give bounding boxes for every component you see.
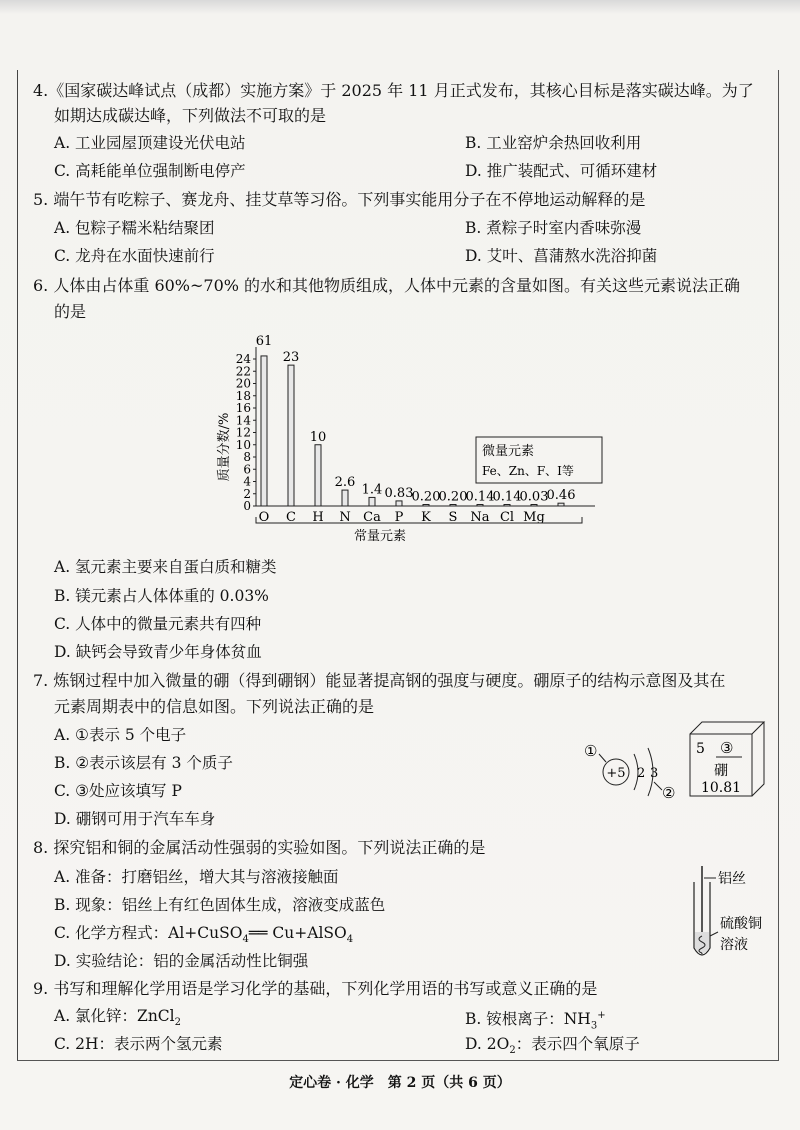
q6-option-c: C. 人体中的微量元素共有四种 — [54, 615, 262, 633]
chart-y-tick-label: 16 — [235, 401, 251, 415]
chart-y-tick-label: 4 — [243, 474, 251, 489]
chart-x-label: Na — [470, 510, 490, 525]
q9-b-sub: 3 — [590, 1020, 598, 1032]
q4-option-c: C. 高耗能单位强制断电停产 — [54, 162, 246, 180]
chart-x-label: K — [421, 510, 431, 525]
chart-value-label: 0.20 — [438, 489, 468, 505]
q8-option-a: A. 准备：打磨铝丝，增大其与溶液接触面 — [54, 868, 339, 886]
q6-stem-line2: 的是 — [54, 302, 87, 321]
q9-option-d — [465, 1033, 640, 1062]
chart-value-label: 0.14 — [465, 489, 495, 505]
solution-leader — [710, 932, 718, 936]
chart-x-label: P — [394, 510, 404, 525]
label-solution-2: 溶液 — [720, 937, 748, 953]
q6-option-a: A. 氢元素主要来自蛋白质和糖类 — [54, 558, 277, 576]
chart-y-tick-label: 10 — [235, 437, 251, 452]
q9-d-prefix: D. 2O — [465, 1035, 510, 1053]
chart-bar — [477, 505, 483, 507]
cell-symbol-mark: ③ — [720, 739, 734, 757]
q7-option-b: B. ②表示该层有 3 个质子 — [54, 754, 233, 772]
q7-stem-line2: 元素周期表中的信息如图。下列说法正确的是 — [54, 697, 375, 716]
chart-x-label: Mg — [523, 510, 545, 525]
chart-y-tick-label: 6 — [243, 462, 251, 477]
q4-stem-line2: 如期达成碳达峰，下列做法不可取的是 — [54, 106, 327, 125]
chart-y-tick-label: 14 — [235, 413, 251, 428]
chart-group-label: 常量元素 — [353, 529, 407, 544]
left-border — [17, 70, 18, 1060]
chart-bar — [450, 505, 456, 507]
chart-bar — [369, 497, 375, 506]
q9-d-suffix: ：表示四个氧原子 — [515, 1035, 640, 1053]
chart-bar — [558, 503, 564, 506]
chart-y-tick-label: 24 — [235, 352, 251, 366]
q7-option-a: A. ①表示 5 个电子 — [54, 726, 187, 744]
q5-option-b: B. 煮粽子时室内香味弥漫 — [465, 219, 642, 237]
q4-option-d: D. 推广装配式、可循环建材 — [465, 162, 658, 180]
test-tube-diagram — [680, 862, 785, 972]
chart-value-label: 0.03 — [519, 489, 549, 505]
chart-y-tick-label: 12 — [235, 425, 251, 440]
chart-x-label: N — [339, 510, 351, 525]
chart-ylabel: 质量分数/% — [217, 412, 232, 482]
chart-value-label: 1.4 — [361, 482, 383, 498]
q4-option-b: B. 工业窑炉余热回收利用 — [465, 134, 642, 152]
cell-atomic-mass: 10.81 — [700, 780, 742, 796]
q5-option-d: D. 艾叶、菖蒲熬水洗浴抑菌 — [465, 247, 658, 265]
q6-stem-line1: 6. 人体由占体重 60%~70% 的水和其他物质组成，人体中元素的含量如图。有关这些元素说法正确 — [33, 276, 741, 295]
chart-bar — [531, 505, 537, 507]
chart-y-tick-label: 18 — [235, 388, 251, 403]
q4-stem-line1: 4.《国家碳达峰试点（成都）实施方案》于 2025 年 11 月正式发布，其核心目标是落实碳达峰。为了 — [33, 81, 754, 100]
q9-a-sub: 2 — [174, 1017, 181, 1029]
chart-bar — [315, 445, 321, 506]
atom-shell-2-electrons: 3 — [650, 766, 659, 781]
periodic-table-cell — [684, 718, 770, 802]
cell-depth-top — [690, 722, 764, 734]
atom-mark-2-leader — [654, 782, 662, 790]
chart-bar — [396, 501, 402, 506]
q6-option-d: D. 缺钙会导致青少年身体贫血 — [54, 643, 262, 661]
q7-stem-line1: 7. 炼钢过程中加入微量的硼（得到硼钢）能显著提高钢的强度与硬度。硼原子的结构示意图及其在 — [33, 671, 726, 690]
chart-bar — [342, 490, 348, 506]
chart-y-tick-label: 22 — [235, 364, 251, 379]
chart-value-label: 2.6 — [334, 475, 356, 491]
q8-c-sub1: 4 — [242, 934, 249, 946]
q9-d-sub: 2 — [509, 1045, 516, 1057]
q7-option-d: D. 硼钢可用于汽车车身 — [54, 810, 216, 828]
q8-c-prefix: C. 化学方程式：Al+CuSO — [54, 924, 243, 942]
q9-b-sup: + — [597, 1010, 606, 1021]
chart-x-label: O — [258, 510, 270, 525]
chart-value-label: 0.83 — [384, 485, 414, 501]
chart-bar — [261, 356, 267, 506]
q9-stem: 9. 书写和理解化学用语是学习化学的基础，下列化学用语的书写或意义正确的是 — [33, 979, 598, 998]
atom-mark-1: ① — [584, 742, 598, 760]
chart-y-tick-label: 0 — [243, 499, 251, 513]
q5-stem: 5. 端午节有吃粽子、赛龙舟、挂艾草等习俗。下列事实能用分子在不停地运动解释的是 — [33, 190, 646, 209]
q8-c-sub2: 4 — [346, 934, 354, 946]
chart-value-label: 10 — [309, 429, 327, 445]
chart-value-label: 61 — [255, 334, 273, 349]
label-solution-1: 硫酸铜 — [720, 916, 762, 932]
chart-y-tick-label: 2 — [243, 486, 251, 501]
element-content-chart — [200, 325, 620, 555]
q9-option-a — [54, 1005, 181, 1034]
chart-bar — [504, 505, 510, 507]
chart-bar — [288, 365, 294, 506]
cell-atomic-number: 5 — [696, 741, 705, 757]
q5-option-c: C. 龙舟在水面快速前行 — [54, 247, 215, 265]
solution — [695, 932, 709, 954]
trace-element-list: Fe、Zn、F、I等 — [482, 464, 574, 478]
q8-option-b: B. 现象：铝丝上有红色固体生成，溶液变成蓝色 — [54, 896, 386, 914]
cell-depth-side — [752, 722, 764, 796]
boron-atom-diagram — [578, 728, 688, 808]
q7-option-c: C. ③处应该填写 P — [54, 782, 182, 800]
chart-x-label: Cl — [499, 510, 515, 525]
chart-y-tick-label: 8 — [243, 450, 251, 464]
q5-option-a: A. 包粽子糯米粘结聚团 — [54, 219, 215, 237]
q4-option-a: A. 工业园屋顶建设光伏电站 — [54, 134, 246, 152]
chart-bar — [423, 505, 429, 507]
atom-nucleus-charge: +5 — [606, 766, 626, 781]
q9-a-prefix: A. 氯化锌：ZnCl — [54, 1007, 175, 1025]
chart-value-label: 0.46 — [546, 488, 576, 504]
chart-value-label: 0.20 — [411, 489, 441, 505]
q8-stem: 8. 探究铝和铜的金属活动性强弱的实验如图。下列说法正确的是 — [33, 838, 486, 857]
q9-option-c: C. 2H：表示两个氢元素 — [54, 1035, 223, 1053]
atom-shell-1-electrons: 2 — [637, 766, 646, 781]
chart-value-label: 0.14 — [492, 489, 522, 505]
chart-x-label: C — [286, 510, 296, 525]
chart-x-label: H — [312, 510, 324, 525]
page-footer: 定心卷 · 化学 第 2 页（共 6 页） — [289, 1075, 511, 1091]
label-aluminum-wire: 铝丝 — [718, 871, 746, 887]
chart-y-tick-label: 20 — [235, 376, 251, 391]
q8-option-d: D. 实验结论：铝的金属活动性比铜强 — [54, 952, 309, 970]
chart-value-label: 23 — [282, 350, 300, 366]
q8-option-c — [54, 922, 353, 951]
trace-element-title: 微量元素 — [482, 444, 535, 459]
atom-mark-2: ② — [662, 784, 676, 802]
chart-x-label: Ca — [363, 510, 381, 525]
q8-c-mid: ══ Cu+AlSO — [248, 924, 347, 942]
q9-b-prefix: B. 铵根离子：NH — [465, 1010, 591, 1029]
chart-x-label: S — [448, 510, 458, 525]
atom-mark-1-leader — [599, 754, 606, 762]
q6-option-b: B. 镁元素占人体体重的 0.03% — [54, 587, 269, 605]
bottom-border — [17, 1060, 779, 1061]
cell-element-name: 硼 — [714, 763, 728, 779]
